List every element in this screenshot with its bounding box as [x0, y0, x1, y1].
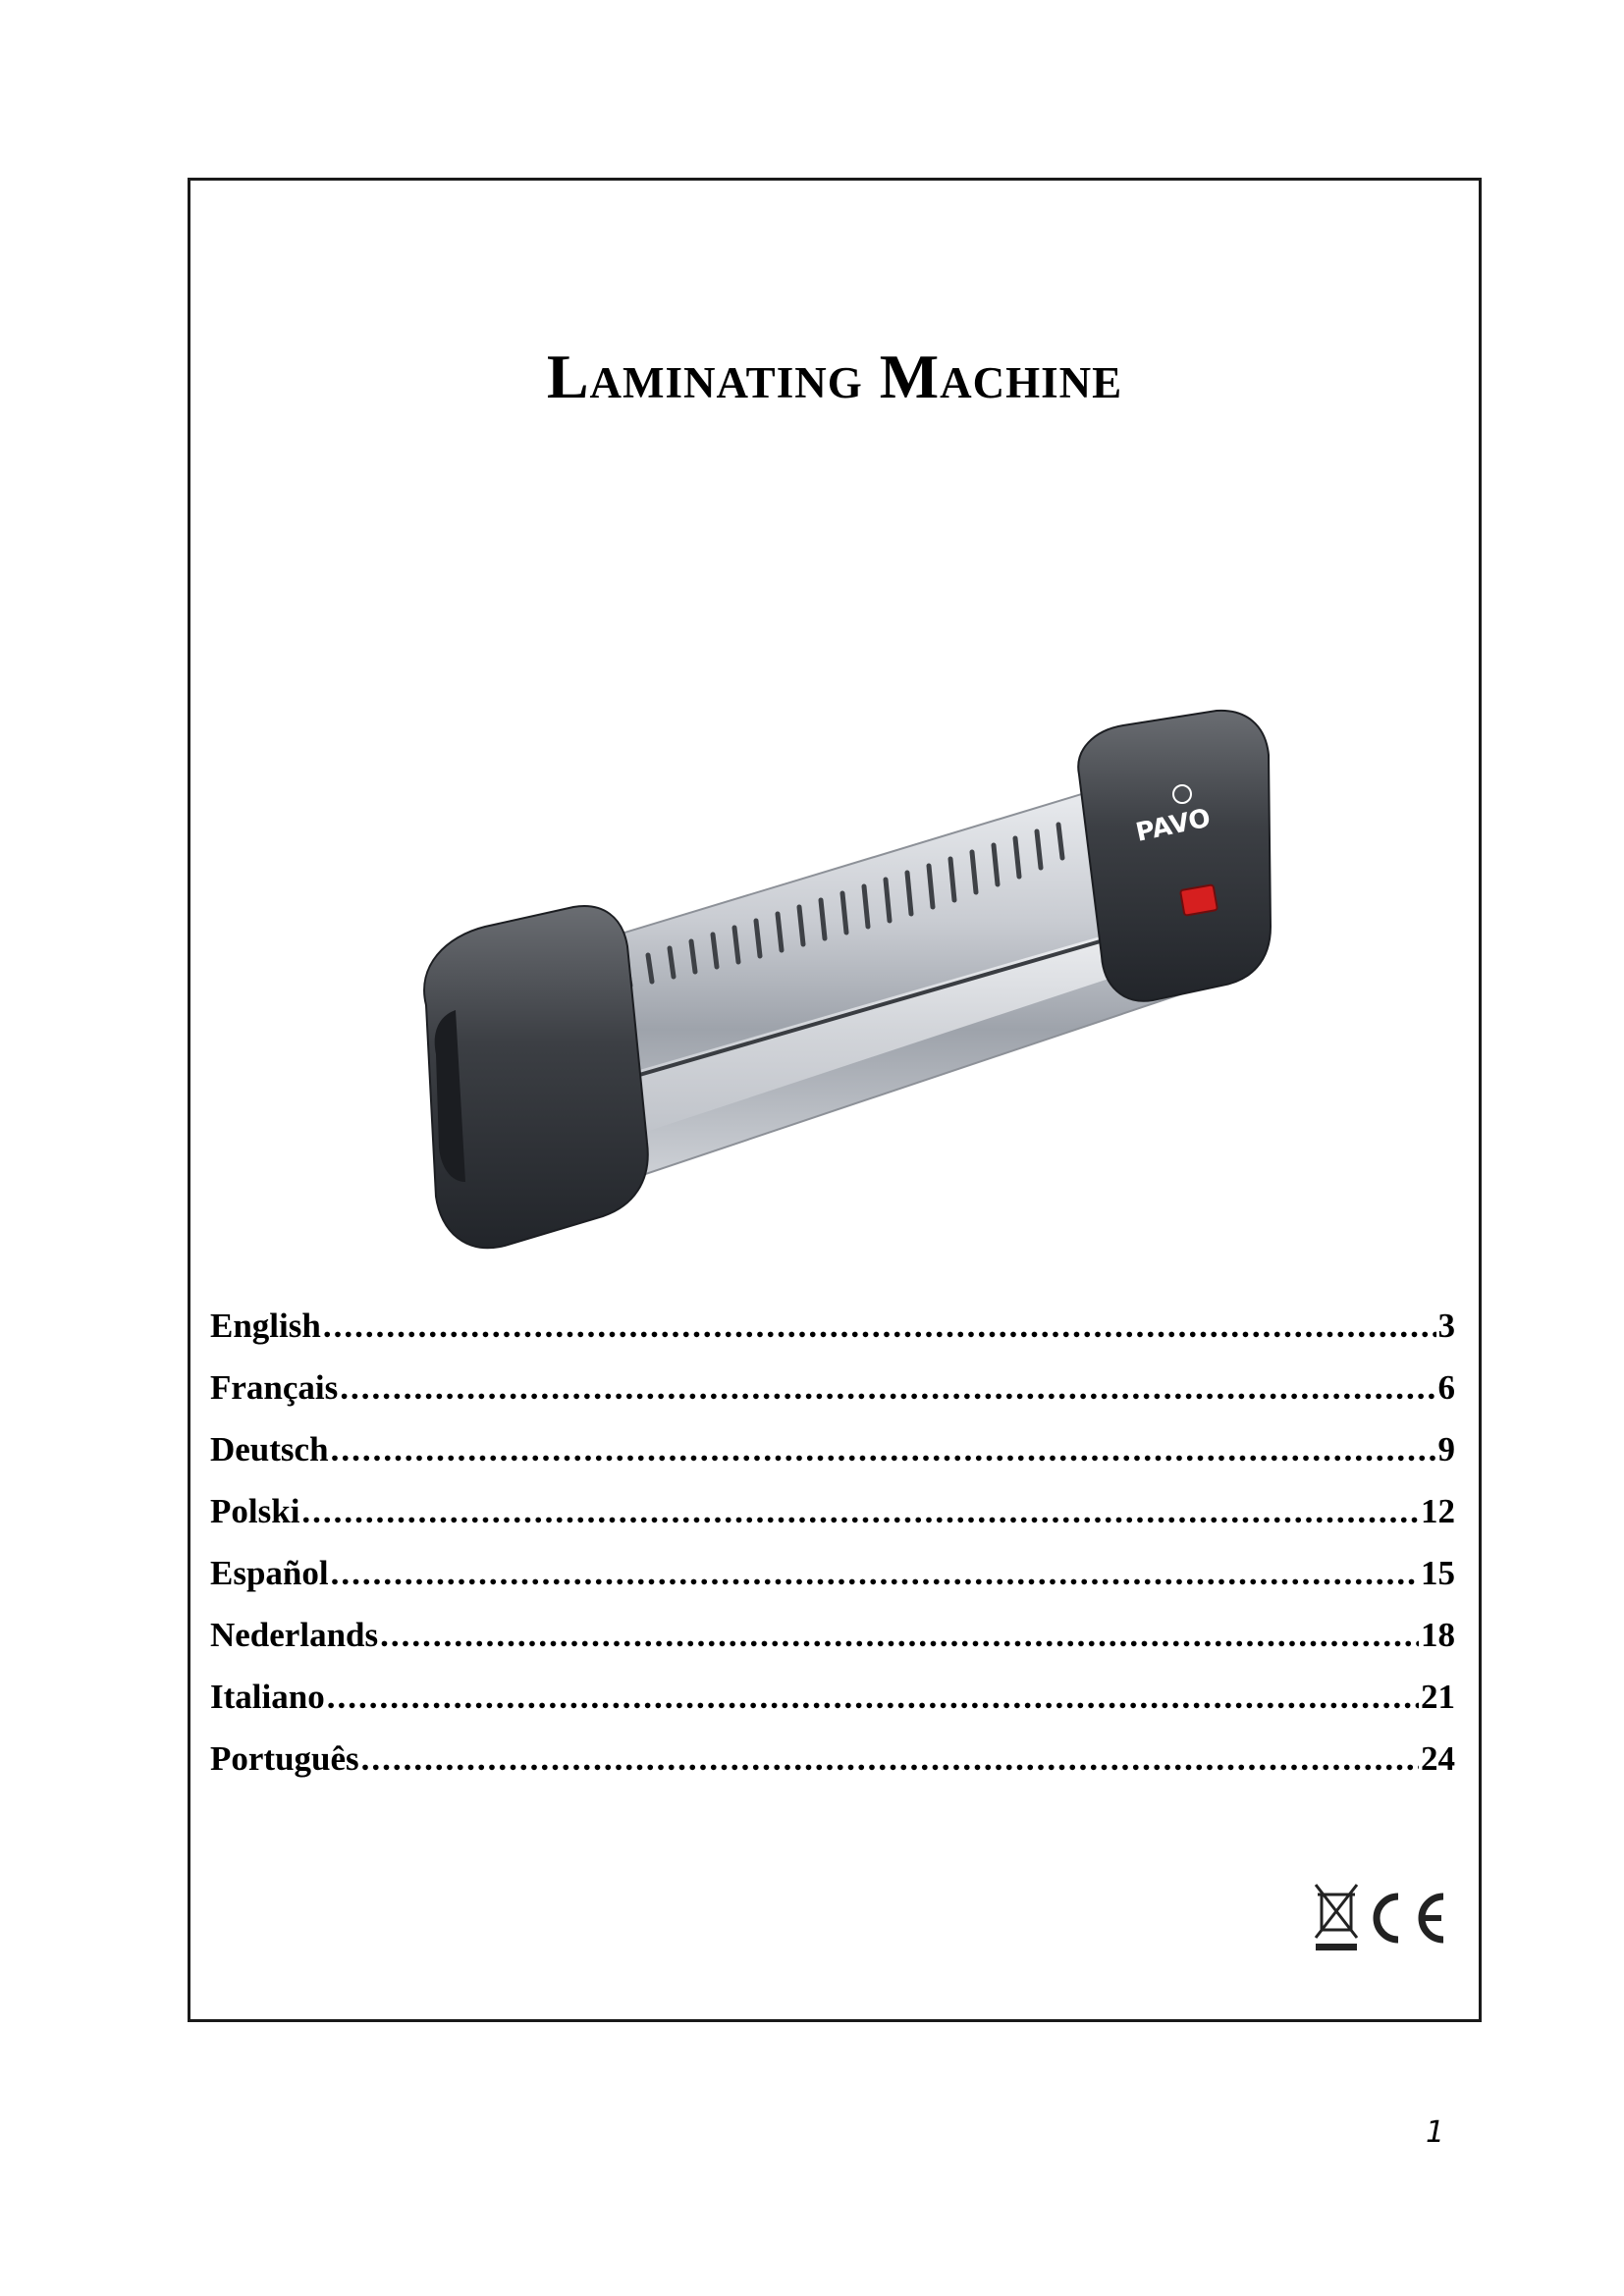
right-end-cap — [1078, 711, 1271, 1001]
toc-language: Polski — [210, 1492, 300, 1530]
compliance-marks — [1312, 1879, 1449, 1957]
toc-leader-dots — [331, 1554, 1419, 1593]
toc-page-number: 18 — [1421, 1616, 1455, 1654]
toc-language: Nederlands — [210, 1616, 379, 1654]
toc-language: Deutsch — [210, 1430, 329, 1468]
table-of-contents — [210, 1307, 1455, 1801]
toc-leader-dots — [380, 1616, 1419, 1655]
toc-row[interactable] — [210, 1307, 1455, 1368]
toc-page-number: 6 — [1437, 1368, 1455, 1407]
power-switch-icon — [1180, 884, 1218, 916]
toc-row[interactable] — [210, 1492, 1455, 1554]
cover-frame — [188, 178, 1482, 2022]
toc-page-number: 3 — [1437, 1307, 1455, 1345]
toc-page-number: 12 — [1421, 1492, 1455, 1530]
toc-page-number: 24 — [1421, 1739, 1455, 1778]
toc-language: English — [210, 1307, 321, 1345]
toc-language: Español — [210, 1554, 329, 1592]
toc-leader-dots — [340, 1368, 1435, 1408]
weee-crossed-bin-icon — [1316, 1885, 1357, 1950]
toc-row[interactable] — [210, 1739, 1455, 1801]
page-number: 1 — [1426, 2115, 1445, 2150]
toc-leader-dots — [331, 1430, 1436, 1469]
toc-page-number: 9 — [1437, 1430, 1455, 1468]
document-title: Laminating Machine — [546, 342, 1123, 411]
left-end-cap — [424, 906, 648, 1248]
toc-row[interactable] — [210, 1368, 1455, 1430]
toc-row[interactable] — [210, 1678, 1455, 1739]
toc-leader-dots — [301, 1492, 1419, 1531]
brand-label: PAVO — [1133, 803, 1214, 848]
toc-row[interactable] — [210, 1430, 1455, 1492]
toc-language: Português — [210, 1739, 359, 1778]
toc-page-number: 21 — [1421, 1678, 1455, 1716]
toc-row[interactable] — [210, 1554, 1455, 1616]
toc-language: Italiano — [210, 1678, 325, 1716]
ce-mark-icon — [1377, 1896, 1443, 1940]
toc-leader-dots — [327, 1678, 1419, 1717]
toc-leader-dots — [361, 1739, 1419, 1779]
toc-row[interactable] — [210, 1616, 1455, 1678]
laminator-product-image — [377, 593, 1300, 1300]
toc-leader-dots — [323, 1307, 1436, 1346]
toc-page-number: 15 — [1421, 1554, 1455, 1592]
toc-language: Français — [210, 1368, 339, 1407]
